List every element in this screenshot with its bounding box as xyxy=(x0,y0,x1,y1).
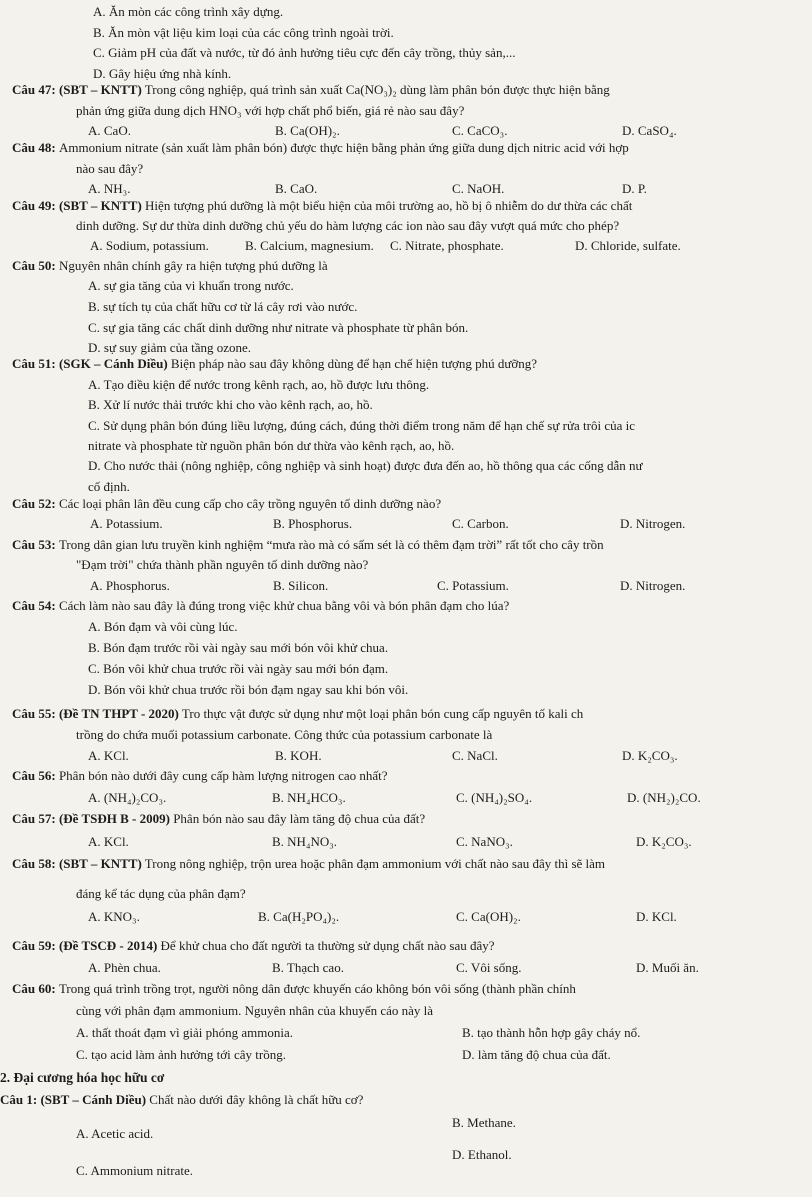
line-text: A. Ăn mòn các công trình xây dựng. xyxy=(93,4,284,19)
line-text: Nguyên nhân chính gây ra hiện tượng phú dưỡng là xyxy=(58,258,328,273)
line-text: nào sau đây? xyxy=(76,161,144,176)
text-line xyxy=(76,727,492,743)
text-line xyxy=(88,418,635,434)
text-line xyxy=(88,377,429,393)
line-text: Tro thực vật được sử dụng như một loại phân bón cung cấp nguyên tố kali ch xyxy=(178,706,584,721)
line-text: B. Methane. xyxy=(452,1115,516,1130)
question-stem xyxy=(12,938,495,954)
line-text: A. Acetic acid. xyxy=(76,1126,154,1141)
answer-option: A. (NH₄)₂CO₃. xyxy=(88,790,167,805)
line-text: B. Ăn mòn vật liệu kim loại của các công trình ngoài trời. xyxy=(93,25,394,40)
line-text: B. Xử lí nước thải trước khi cho vào kênh rạch, ao, hồ. xyxy=(88,397,373,412)
line-text: trồng do chứa muối potassium carbonate. Công thức của potassium carbonate là xyxy=(76,727,493,742)
answer-option: A. Potassium. xyxy=(90,516,163,531)
line-text: D. Gây hiệu ứng nhà kính. xyxy=(93,66,232,81)
question-stem xyxy=(12,981,576,997)
line-text: B. sự tích tụ của chất hữu cơ từ lá cây rơi vào nước. xyxy=(88,299,358,314)
line-text: C. Giảm pH của đất và nước, từ đó ảnh hưởng tiêu cực đến cây trồng, thủy sản,... xyxy=(93,45,516,60)
line-text: Cách làm nào sau đây là đúng trong việc khử chua bằng vôi và bón phân đạm cho lúa? xyxy=(58,598,510,613)
question-stem xyxy=(12,856,605,872)
line-text: C. sự gia tăng các chất dinh dưỡng như nitrate và phosphate từ phân bón. xyxy=(88,320,469,335)
question-source: (SGK – Cánh Diều) xyxy=(58,356,168,371)
question-stem xyxy=(12,768,388,784)
line-text: Phân bón nào sau đây làm tăng độ chua của đất? xyxy=(169,811,426,826)
answer-option: D. Nitrogen. xyxy=(620,516,686,531)
line-text: phản ứng giữa dung dịch HNO₃ với hợp chất phổ biến, giá rẻ nào sau đây? xyxy=(76,103,465,118)
text-line xyxy=(452,1115,516,1131)
answer-option: C. CaCO₃. xyxy=(452,123,508,138)
text-line xyxy=(88,320,468,336)
answer-option: A. KCl. xyxy=(88,834,129,849)
answer-option: A. KNO₃. xyxy=(88,909,140,924)
text-line xyxy=(88,619,237,635)
answer-option: C. NaOH. xyxy=(452,181,505,196)
line-text: Trong nông nghiệp, trộn urea hoặc phân đạm ammonium với chất nào sau đây thì sẽ làm xyxy=(141,856,606,871)
line-text: D. sự suy giảm của tầng ozone. xyxy=(88,340,252,355)
text-line xyxy=(88,458,643,474)
answer-option: D. P. xyxy=(622,181,647,196)
line-text: Trong công nghiệp, quá trình sản xuất Ca(NO₃)₂ dùng làm phân bón được thực hiện bằng xyxy=(141,82,610,97)
question-stem xyxy=(12,496,441,512)
answer-option: C. Potassium. xyxy=(437,578,509,593)
line-text: Trong dân gian lưu truyền kinh nghiệm “mưa rào mà có sấm sét là có thêm đạm trời” rất tốt cho cây trồn xyxy=(58,537,604,552)
text-line xyxy=(93,45,515,61)
text-line xyxy=(462,1047,611,1063)
question-number: Câu 60: xyxy=(12,981,59,996)
answer-option: C. Carbon. xyxy=(452,516,509,531)
question-number: Câu 54: xyxy=(12,598,59,613)
line-text: C. tạo acid làm ảnh hưởng tới cây trồng. xyxy=(76,1047,286,1062)
question-number: Câu 55: xyxy=(12,706,59,721)
text-line xyxy=(88,340,251,356)
answer-option: A. Sodium, potassium. xyxy=(90,238,209,253)
question-source: (SBT – KNTT) xyxy=(58,198,142,213)
answer-option: B. KOH. xyxy=(275,748,322,763)
text-line xyxy=(76,1025,293,1041)
answer-option: D. Nitrogen. xyxy=(620,578,686,593)
question-source: (SBT – KNTT) xyxy=(58,82,142,97)
line-text: B. tạo thành hỗn hợp gây cháy nổ. xyxy=(462,1025,641,1040)
line-text: B. Bón đạm trước rồi vài ngày sau mới bón vôi khử chua. xyxy=(88,640,389,655)
line-text: C. Sử dụng phân bón đúng liều lượng, đúng cách, đúng thời điểm trong năm để hạn chế sự rửa trôi của ic xyxy=(88,418,636,433)
question-source: (SBT – KNTT) xyxy=(58,856,142,871)
question-number: Câu 48: xyxy=(12,140,59,155)
question-source: (Đề TSĐH B - 2009) xyxy=(58,811,170,826)
answer-option: C. NaNO₃. xyxy=(456,834,513,849)
answer-option: C. Vôi sống. xyxy=(456,960,522,975)
line-text: Hiện tượng phú dưỡng là một biểu hiện của môi trường ao, hồ bị ô nhiễm do dư thừa các chất xyxy=(141,198,633,213)
line-text: Biện pháp nào sau đây không dùng để hạn chế hiện tượng phú dưỡng? xyxy=(167,356,538,371)
answer-option: B. NH₄HCO₃. xyxy=(272,790,346,805)
answer-option: C. (NH₄)₂SO₄. xyxy=(456,790,533,805)
answer-option: B. Phosphorus. xyxy=(273,516,353,531)
line-text: Để khử chua cho đất người ta thường sử dụng chất nào sau đây? xyxy=(157,938,495,953)
line-text: "Đạm trời" chứa thành phần nguyên tố dinh dưỡng nào? xyxy=(76,557,369,572)
question-number: Câu 56: xyxy=(12,768,59,783)
question-number: Câu 49: xyxy=(12,198,59,213)
line-text: Trong quá trình trồng trọt, người nông dân được khuyến cáo không bón vôi sống (thành phần chính xyxy=(58,981,576,996)
line-text: Phân bón nào dưới đây cung cấp hàm lượng nitrogen cao nhất? xyxy=(58,768,388,783)
question-number: Câu 52: xyxy=(12,496,59,511)
line-text: D. Ethanol. xyxy=(452,1147,512,1162)
question-stem xyxy=(12,258,328,274)
text-line xyxy=(88,640,388,656)
answer-option: A. Phosphorus. xyxy=(90,578,170,593)
text-line xyxy=(76,1163,193,1179)
text-line xyxy=(76,1003,433,1019)
answer-option: A. Phèn chua. xyxy=(88,960,161,975)
question-stem xyxy=(0,1092,363,1108)
question-source: (SBT – Cánh Diều) xyxy=(40,1092,147,1107)
text-line xyxy=(88,278,294,294)
text-line xyxy=(88,479,130,495)
question-stem xyxy=(12,198,632,214)
line-text: đáng kể tác dụng của phân đạm? xyxy=(76,886,246,901)
answer-option: B. Silicon. xyxy=(273,578,329,593)
line-text: C. Ammonium nitrate. xyxy=(76,1163,193,1178)
answer-option: D. CaSO₄. xyxy=(622,123,677,138)
text-line xyxy=(462,1025,640,1041)
answer-option: A. KCl. xyxy=(88,748,129,763)
answer-option: B. Ca(OH)₂. xyxy=(275,123,340,138)
question-stem xyxy=(12,82,610,98)
line-text: nitrate và phosphate từ nguồn phân bón dư thừa vào kênh rạch, ao, hồ. xyxy=(88,438,455,453)
text-line xyxy=(76,218,619,234)
line-text: cố định. xyxy=(88,479,130,494)
question-stem xyxy=(12,140,629,156)
answer-option: C. NaCl. xyxy=(452,748,498,763)
answer-option: D. Chloride, sulfate. xyxy=(575,238,681,253)
question-stem xyxy=(12,537,604,553)
question-number: Câu 47: xyxy=(12,82,59,97)
text-line xyxy=(76,1126,153,1142)
text-line xyxy=(88,661,388,677)
line-text: A. thất thoát đạm vì giải phóng ammonia. xyxy=(76,1025,293,1040)
answer-option: D. K₂CO₃. xyxy=(622,748,678,763)
answer-option: D. K₂CO₃. xyxy=(636,834,692,849)
section-heading: 2. Đại cương hóa học hữu cơ xyxy=(0,1070,165,1085)
question-number: Câu 51: xyxy=(12,356,59,371)
line-text: A. sự gia tăng của vi khuẩn trong nước. xyxy=(88,278,294,293)
question-stem xyxy=(12,356,537,372)
answer-option: B. Ca(H₂PO₄)₂. xyxy=(258,909,340,924)
answer-option: B. Thạch cao. xyxy=(272,960,344,975)
text-line xyxy=(76,886,246,902)
question-number: Câu 58: xyxy=(12,856,59,871)
text-line xyxy=(76,557,368,573)
line-text: A. Tạo điều kiện để nước trong kênh rạch, ao, hồ được lưu thông. xyxy=(88,377,430,392)
answer-option: D. Muối ăn. xyxy=(636,960,699,975)
line-text: C. Bón vôi khử chua trước rồi vài ngày sau mới bón đạm. xyxy=(88,661,389,676)
question-number: Câu 57: xyxy=(12,811,59,826)
question-stem xyxy=(12,706,583,722)
answer-option: C. Nitrate, phosphate. xyxy=(390,238,504,253)
answer-option: B. NH₄NO₃. xyxy=(272,834,338,849)
question-number: Câu 1: xyxy=(0,1092,41,1107)
line-text: D. Cho nước thải (nông nghiệp, công nghiệp và sinh hoạt) được đưa đến ao, hồ thông qua các cống dẫn nư xyxy=(88,458,643,473)
question-source: (Đề TSCĐ - 2014) xyxy=(58,938,158,953)
text-line xyxy=(93,66,231,82)
answer-option: A. NH₃. xyxy=(88,181,131,196)
line-text: Các loại phân lân đều cung cấp cho cây trồng nguyên tố dinh dưỡng nào? xyxy=(58,496,442,511)
line-text: Chất nào dưới đây không là chất hữu cơ? xyxy=(146,1092,364,1107)
line-text: A. Bón đạm và vôi cùng lúc. xyxy=(88,619,238,634)
line-text: Ammonium nitrate (sản xuất làm phân bón) được thực hiện bằng phản ứng giữa dung dịch nitric acid với hợp xyxy=(58,140,629,155)
answer-option: A. CaO. xyxy=(88,123,131,138)
text-line xyxy=(88,682,408,698)
question-number: Câu 53: xyxy=(12,537,59,552)
question-number: Câu 59: xyxy=(12,938,59,953)
text-line xyxy=(76,103,464,119)
text-line xyxy=(88,397,373,413)
question-source: (Đề TN THPT - 2020) xyxy=(58,706,179,721)
answer-option: D. (NH₂)₂CO. xyxy=(627,790,701,805)
text-line xyxy=(88,299,357,315)
text-line xyxy=(76,1047,286,1063)
question-stem xyxy=(12,598,509,614)
answer-option: D. KCl. xyxy=(636,909,677,924)
text-line xyxy=(93,25,394,41)
line-text: cùng với phân đạm ammonium. Nguyên nhân của khuyến cáo này là xyxy=(76,1003,434,1018)
line-text: dinh dưỡng. Sự dư thừa dinh dưỡng chủ yếu do hàm lượng các ion nào sau đây vượt quá mức cho phép? xyxy=(76,218,620,233)
question-number: Câu 50: xyxy=(12,258,59,273)
text-line xyxy=(88,438,454,454)
text-line xyxy=(76,161,143,177)
text-line xyxy=(93,4,283,20)
answer-option: C. Ca(OH)₂. xyxy=(456,909,521,924)
answer-option: B. Calcium, magnesium. xyxy=(245,238,374,253)
text-line xyxy=(452,1147,512,1163)
line-text: D. làm tăng độ chua của đất. xyxy=(462,1047,611,1062)
line-text: D. Bón vôi khử chua trước rồi bón đạm ngay sau khi bón vôi. xyxy=(88,682,409,697)
answer-option: B. CaO. xyxy=(275,181,318,196)
question-stem xyxy=(12,811,425,827)
